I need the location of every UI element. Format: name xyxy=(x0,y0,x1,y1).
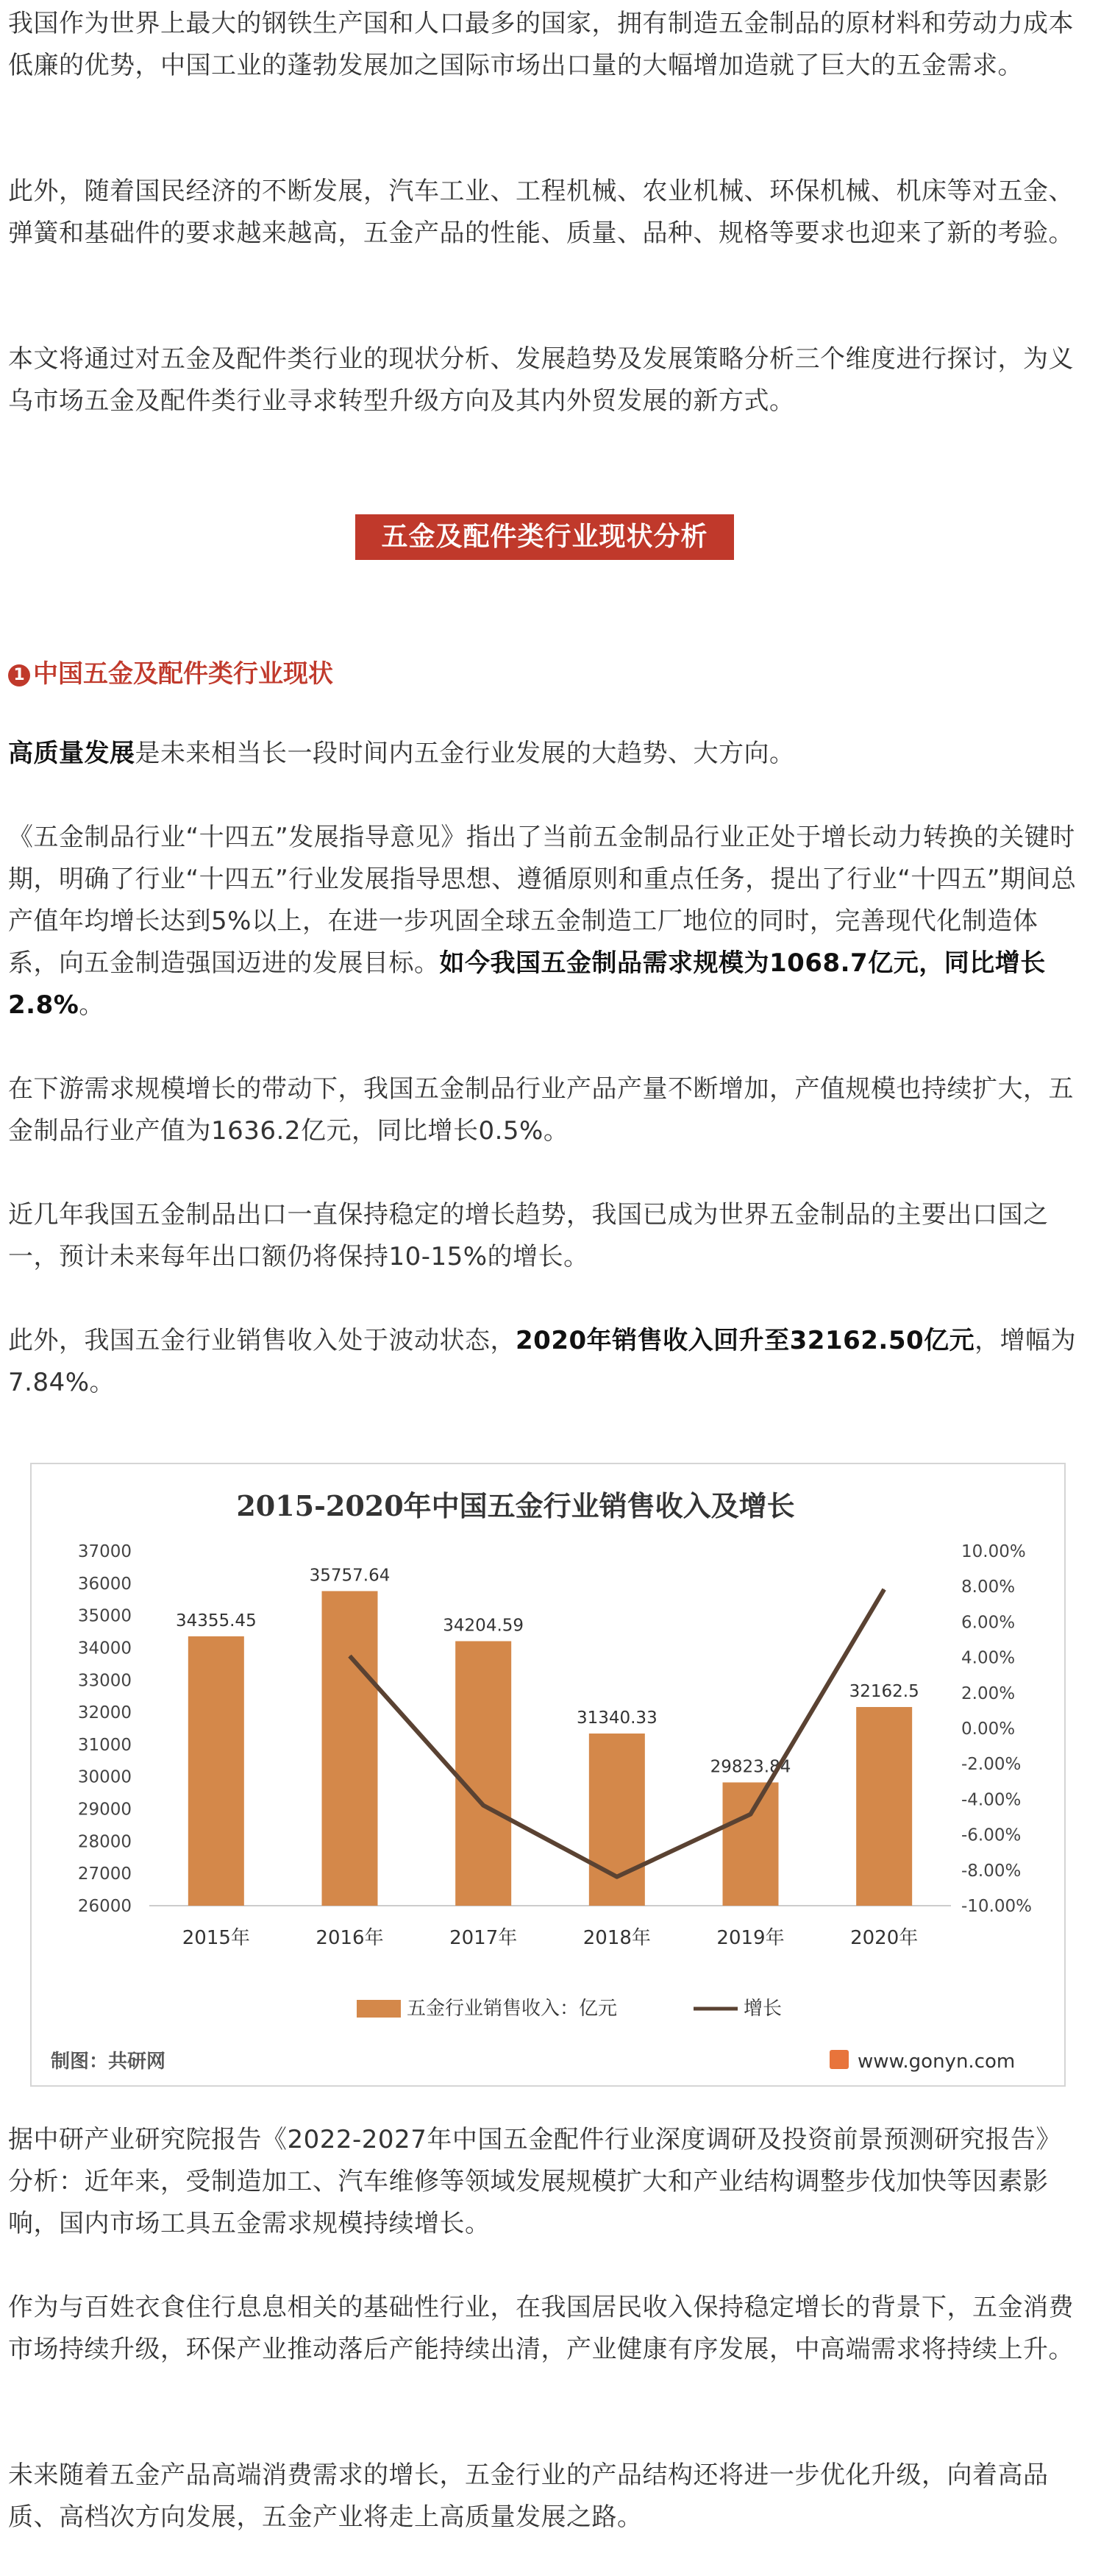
right-axis-tick-label: 4.00% xyxy=(961,1648,1016,1668)
left-axis-tick-label: 30000 xyxy=(77,1767,132,1787)
left-axis-tick-label: 32000 xyxy=(77,1703,132,1723)
subheading-text: 中国五金及配件类行业现状 xyxy=(33,659,333,689)
bar-2019年 xyxy=(723,1782,779,1906)
paragraph-output: 在下游需求规模增长的带动下，我国五金制品行业产品产量不断增加，产值规模也持续扩大，五金制品行业产值为1636.2亿元，同比增长0.5%。 xyxy=(8,1074,1074,1146)
right-axis-ticks xyxy=(961,1542,1032,1916)
bar-2018年 xyxy=(589,1734,645,1906)
right-axis-tick-label: -2.00% xyxy=(961,1755,1022,1775)
right-axis-tick-label: 8.00% xyxy=(961,1578,1016,1597)
legend-bar-label: 五金行业销售收入：亿元 xyxy=(407,1998,618,2020)
body-text: 。 xyxy=(79,990,104,1020)
paragraph-report: 据中研产业研究院报告《2022-2027年中国五金配件行业深度调研及投资前景预测研究报告》分析：近年来，受制造加工、汽车维修等领域发展规模扩大和产业结构调整步伐加快等因素影响，国内市场工具五金需求规模持续增长。 xyxy=(8,2125,1061,2238)
bar-2015年 xyxy=(188,1636,244,1906)
body-text: 《五金制品行业“十四五”发展指导意见》指出了当前五金制品行业正处于增长动力转换的关键时期，明确了行业“十四五”行业发展指导思想、遵循原则和重点任务，提出了行业“十四五”期间总产值年均增长达到5%以上，在进一步巩固全球五金制造工厂地位的同时，完善现代化制造体系，向五金制造强国迈进的发展目标。 xyxy=(8,823,1077,978)
watermark xyxy=(830,2050,1015,2073)
left-axis-tick-label: 29000 xyxy=(77,1800,132,1820)
left-axis-tick-label: 27000 xyxy=(77,1864,132,1884)
category-label: 2015年 xyxy=(182,1927,250,1949)
highlight-text: 高质量发展 xyxy=(8,739,135,768)
legend-bar-swatch xyxy=(357,2000,401,2018)
left-axis-tick-label: 33000 xyxy=(77,1671,132,1691)
intro-paragraph-2: 此外，随着国民经济的不断发展，汽车工业、工程机械、农业机械、环保机械、机床等对五金、弹簧和基础件的要求越来越高，五金产品的性能、质量、品种、规格等要求也迎来了新的考验。 xyxy=(8,177,1074,248)
bar-value-label: 35757.64 xyxy=(309,1566,391,1586)
left-axis-tick-label: 26000 xyxy=(77,1897,132,1916)
highlight-text: 2020年销售收入回升至32162.50亿元 xyxy=(516,1326,975,1355)
chart-source-label: 制图：共研网 xyxy=(51,2051,166,2073)
bar-value-label: 34355.45 xyxy=(175,1611,257,1631)
paragraph-revenue xyxy=(8,1320,1083,1404)
left-axis-tick-label: 28000 xyxy=(77,1832,132,1852)
bar-2017年 xyxy=(455,1641,511,1906)
growth-point-2020年 xyxy=(884,1589,885,1590)
left-axis-tick-label: 34000 xyxy=(77,1639,132,1658)
category-label: 2017年 xyxy=(449,1927,518,1949)
growth-point-2017年 xyxy=(483,1805,484,1806)
paragraph-export: 近几年我国五金制品出口一直保持稳定的增长趋势，我国已成为世界五金制品的主要出口国之一，预计未来每年出口额仍将保持10-15%的增长。 xyxy=(8,1200,1049,1271)
subheading xyxy=(8,653,333,695)
intro-paragraph-1: 我国作为世界上最大的钢铁生产国和人口最多的国家，拥有制造五金制品的原材料和劳动力成本低廉的优势，中国工业的蓬勃发展加之国际市场出口量的大幅增加造就了巨大的五金需求。 xyxy=(8,9,1074,80)
left-axis-tick-label: 35000 xyxy=(77,1606,132,1626)
body-text: 是未来相当长一段时间内五金行业发展的大趋势、大方向。 xyxy=(135,739,795,768)
bar-value-label: 31340.33 xyxy=(576,1708,658,1728)
chart-title: 2015-2020年中国五金行业销售收入及增长 xyxy=(236,1489,795,1522)
revenue-chart xyxy=(30,1463,1066,2087)
bar-2016年 xyxy=(322,1591,378,1906)
highlight-text: 如今我国五金制品需求规模为1068.7亿元，同比增长2.8% xyxy=(8,948,1046,1020)
paragraph-high-quality xyxy=(8,733,1083,775)
bar-value-label: 32162.5 xyxy=(849,1681,919,1701)
chart-legend xyxy=(357,1998,782,2020)
intro-paragraph-3: 本文将通过对五金及配件类行业的现状分析、发展趋势及发展策略分析三个维度进行探讨，为义乌市场五金及配件类行业寻求转型升级方向及其内外贸发展的新方式。 xyxy=(8,344,1074,416)
left-axis-tick-label: 36000 xyxy=(77,1574,132,1594)
right-axis-tick-label: -4.00% xyxy=(961,1790,1022,1810)
right-axis-tick-label: -10.00% xyxy=(961,1897,1032,1916)
right-axis-tick-label: 2.00% xyxy=(961,1683,1016,1703)
category-label: 2018年 xyxy=(582,1927,651,1949)
right-axis-tick-label: 6.00% xyxy=(961,1613,1016,1633)
revenue-chart-svg xyxy=(32,1464,1064,2085)
left-axis-tick-label: 31000 xyxy=(77,1735,132,1755)
category-label: 2019年 xyxy=(716,1927,785,1949)
right-axis-tick-label: 0.00% xyxy=(961,1720,1016,1739)
right-axis-tick-label: 10.00% xyxy=(961,1542,1026,1561)
category-label: 2016年 xyxy=(316,1927,384,1949)
paragraph-future: 未来随着五金产品高端消费需求的增长，五金行业的产品结构还将进一步优化升级，向着高品质、高档次方向发展，五金产业将走上高质量发展之路。 xyxy=(8,2460,1049,2532)
bar-value-label: 34204.59 xyxy=(443,1616,524,1636)
left-axis-tick-label: 37000 xyxy=(77,1542,132,1561)
bar-value-label: 29823.84 xyxy=(710,1757,791,1777)
body-text: 此外，我国五金行业销售收入处于波动状态， xyxy=(8,1326,516,1355)
growth-point-2018年 xyxy=(616,1876,617,1877)
watermark-text: www.gonyn.com xyxy=(858,2051,1016,2073)
number-badge: 1 xyxy=(8,664,30,686)
paragraph-guidance xyxy=(8,817,1083,1026)
category-axis-labels xyxy=(182,1927,919,1949)
category-label: 2020年 xyxy=(850,1927,919,1949)
right-axis-tick-label: -8.00% xyxy=(961,1861,1022,1881)
watermark-logo-icon xyxy=(830,2050,849,2069)
legend-line-label: 增长 xyxy=(744,1998,783,2020)
paragraph-consumption: 作为与百姓衣食住行息息相关的基础性行业，在我国居民收入保持稳定增长的背景下，五金消费市场持续升级，环保产业推动落后产能持续出清，产业健康有序发展，中高端需求将持续上升。 xyxy=(8,2293,1074,2364)
bar-2020年 xyxy=(856,1707,912,1906)
bar-series xyxy=(188,1591,912,1906)
section-banner: 五金及配件类行业现状分析 xyxy=(355,514,734,560)
right-axis-tick-label: -6.00% xyxy=(961,1825,1022,1845)
bar-data-labels xyxy=(176,1566,919,1776)
body-text: ，增幅为7.84%。 xyxy=(8,1326,1077,1397)
left-axis-ticks xyxy=(78,1542,132,1916)
